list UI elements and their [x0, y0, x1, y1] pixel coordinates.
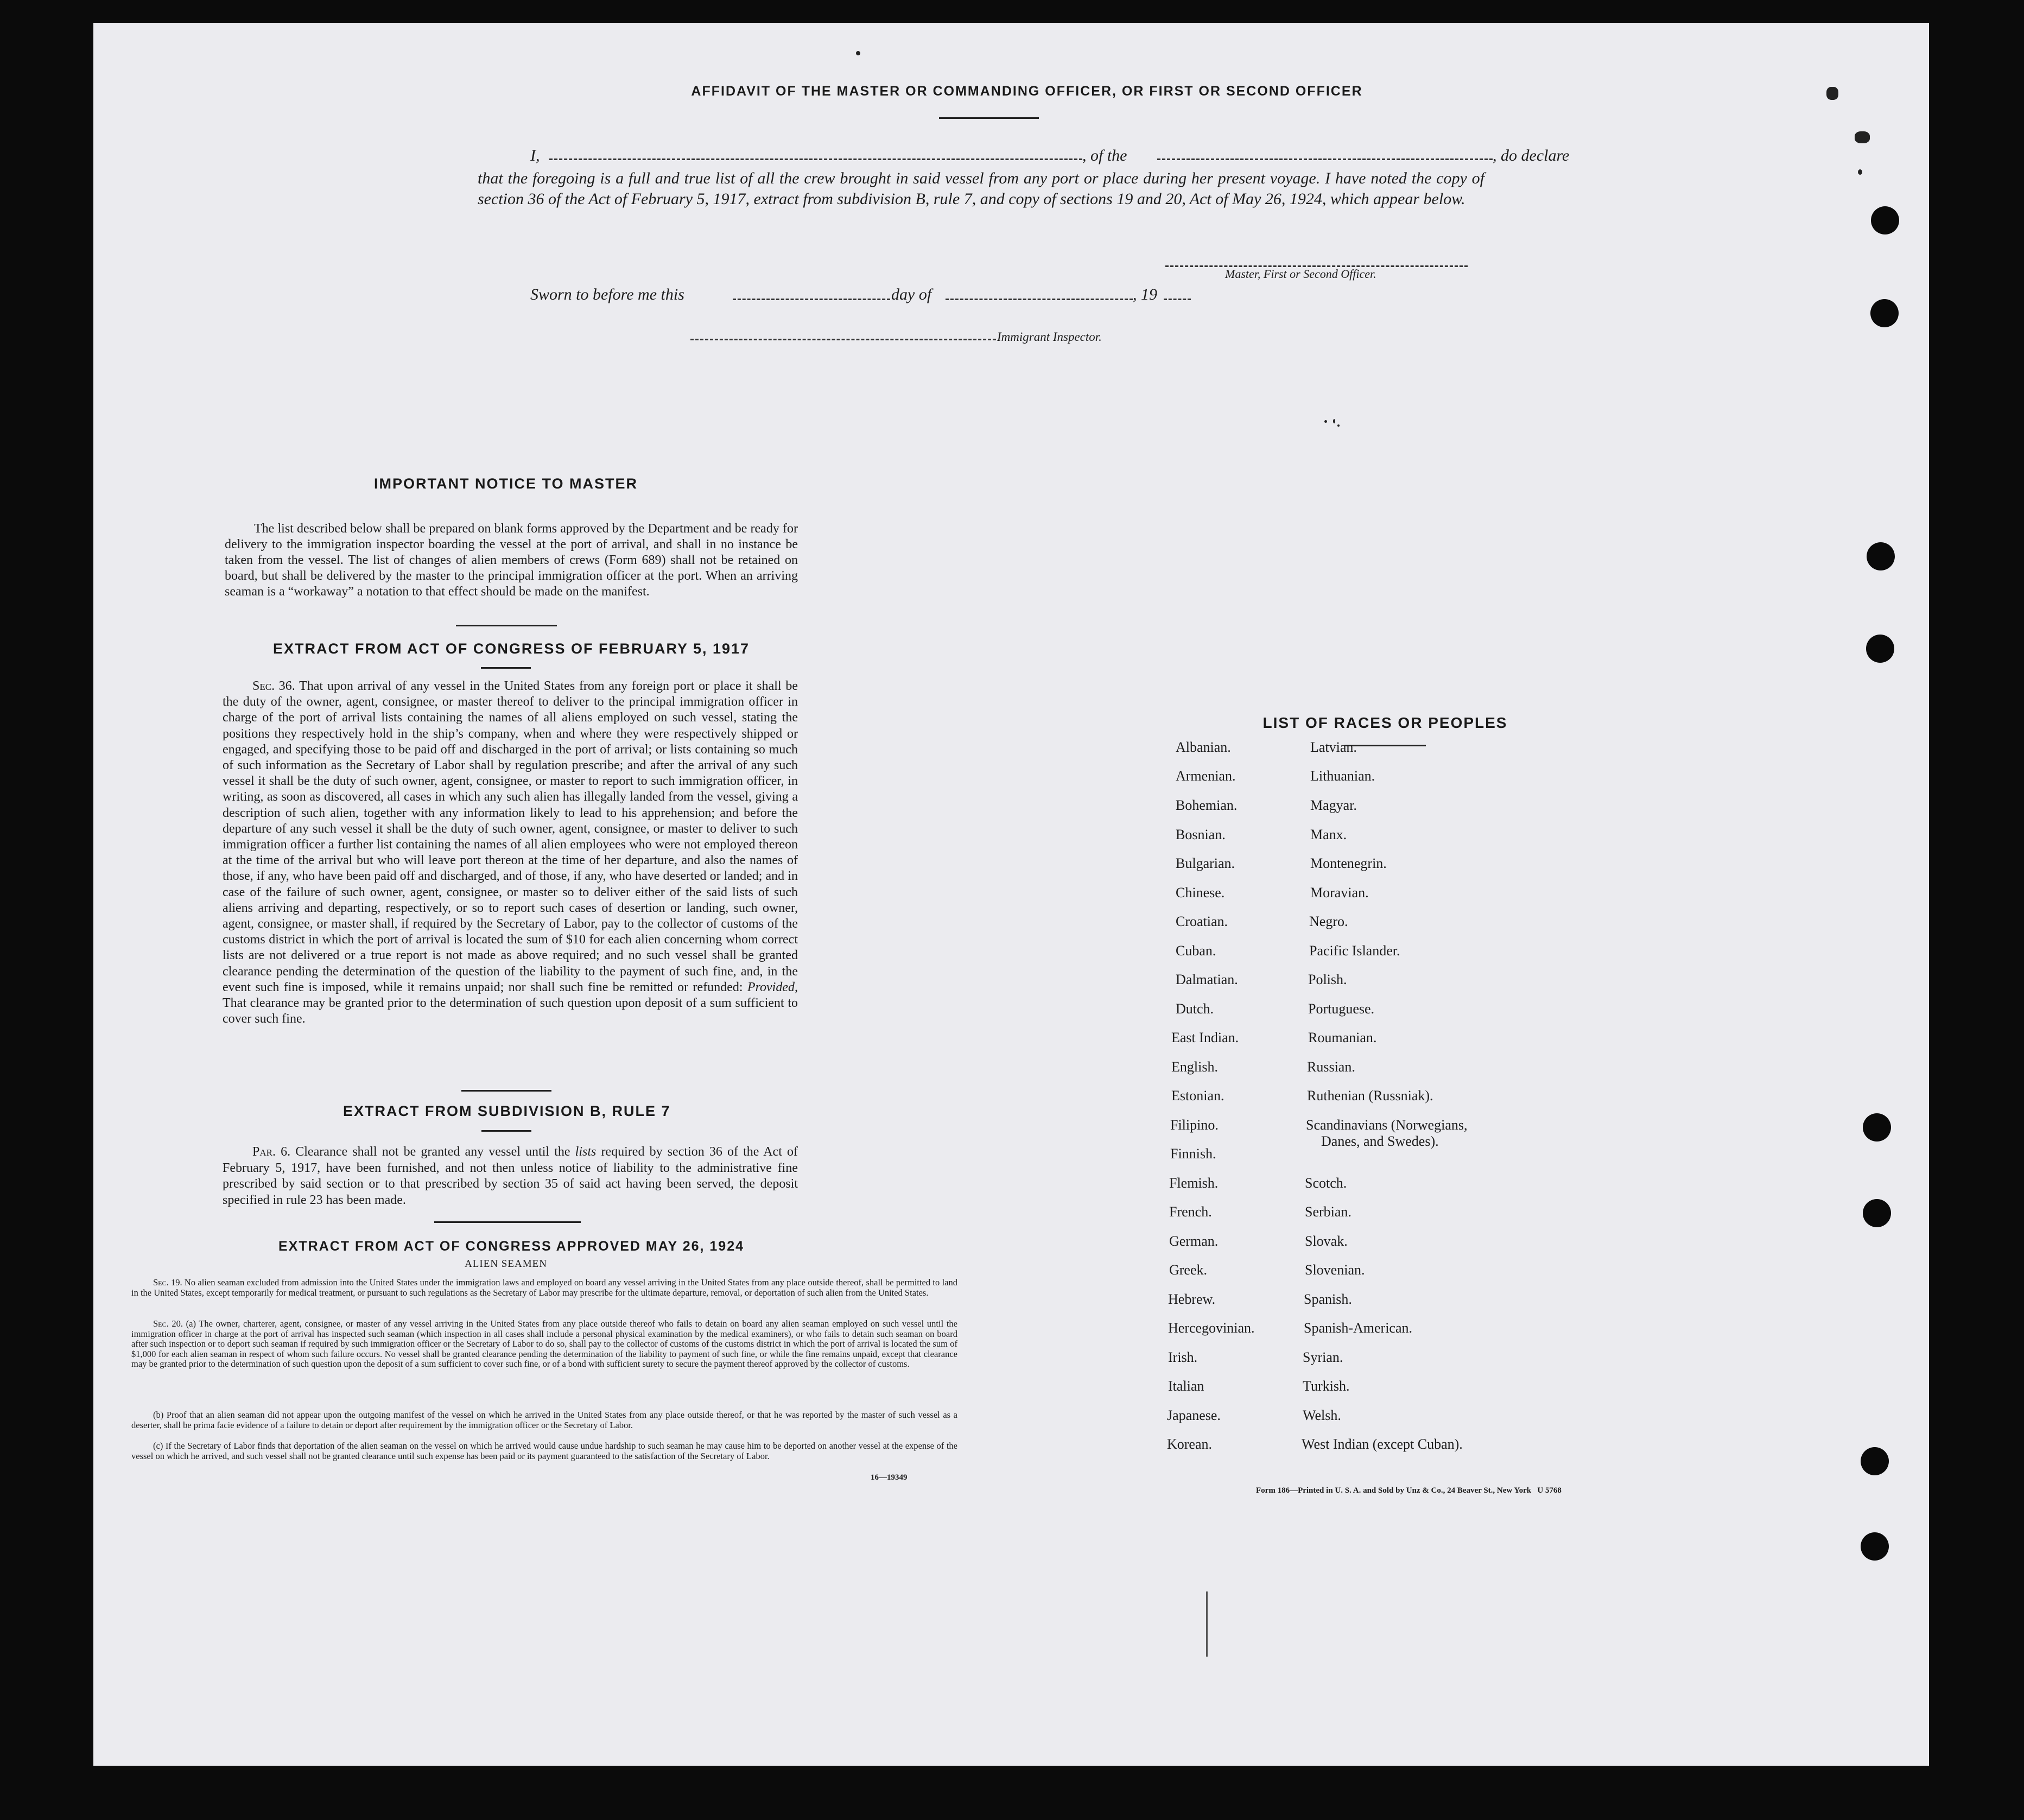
sec-36-label: Sec. 36.: [252, 679, 295, 693]
sec-20b-text: (b) Proof that an alien seaman did not appear upon the outgoing manifest of the vessel on which he arrived in the United States from any place outside thereof, or that he was reported by the master of such vessel as a deserter, shall be prima facie evidence of a failure to detain or deport after requirement by the immigration officer or the Secretary of Labor.: [131, 1410, 957, 1430]
race-item: Cuban.: [1176, 943, 1216, 959]
race-item: Roumanian.: [1308, 1030, 1377, 1045]
scan-speck: [1337, 424, 1340, 427]
race-item: Manx.: [1310, 827, 1347, 842]
scan-speck: [1324, 420, 1327, 423]
punch-hole: [1867, 542, 1895, 570]
extract-1924-title: EXTRACT FROM ACT OF CONGRESS APPROVED MAY 26, 1924: [278, 1239, 745, 1254]
race-item: Hercegovinian.: [1168, 1320, 1255, 1336]
sec-19-label: Sec. 19.: [153, 1277, 182, 1288]
rule-7-end-rule: [434, 1221, 581, 1223]
race-item: Estonian.: [1171, 1088, 1224, 1104]
race-item: Flemish.: [1169, 1175, 1219, 1191]
race-item: Italian: [1168, 1378, 1204, 1394]
affidavit-title-rule: [939, 117, 1039, 119]
par-6-label: Par. 6.: [252, 1145, 291, 1159]
name-blank: [549, 158, 1082, 160]
race-item: Dalmatian.: [1176, 972, 1238, 987]
scan-speck: [1333, 419, 1335, 423]
race-item: Slovenian.: [1305, 1262, 1365, 1278]
race-item: Filipino.: [1170, 1117, 1219, 1133]
race-item: English.: [1171, 1059, 1218, 1075]
notice-body: The list described below shall be prepared on blank forms approved by the Department and be ready for delivery to the immigration inspector boarding the vessel at the port of arrival, and shall in no instance be taken from the vessel. The list of changes of alien members of crews (Form 689) shall not be retained on board, but shall be delivered by the master to the principal immigration officer at the port. When an arriving seaman is a “workaway” a notation to that effect should be made on the manifest.: [225, 522, 798, 599]
footer-imprint: Form 186—Printed in U. S. A. and Sold by Unz & Co., 24 Beaver St., New York U 5768: [1256, 1486, 1562, 1495]
sec-20-label: Sec. 20.: [153, 1318, 183, 1329]
scan-speck: [1826, 87, 1838, 100]
notice-rule: [456, 625, 557, 626]
race-item: Turkish.: [1303, 1378, 1350, 1394]
par-6-body-1: Clearance shall not be granted any vessel until the: [295, 1145, 570, 1159]
race-item: Scotch.: [1305, 1175, 1347, 1191]
race-item: Pacific Islander.: [1309, 943, 1400, 959]
sworn-day-blank: [733, 299, 890, 300]
punch-hole: [1863, 1113, 1891, 1142]
scan-speck: [1855, 131, 1870, 143]
affidavit-do-declare: , do declare: [1493, 147, 1570, 164]
inspector-label: Immigrant Inspector.: [997, 330, 1102, 344]
sec-36-body: That upon arrival of any vessel in the United States from any foreign port or place it shall be the duty of the owner, agent, consignee, or master thereof to deliver to the principal immigration officer in charge of the port of arrival lists containing the names of all aliens employed on such vessel, stating the positions they respectively hold in the ship’s company, when and where they were respectively shipped or engaged, and specifying those to be paid off and discharged in the port of arrival; or lists containing so much of such information as the Secretary of Labor shall by regulation prescribe; and after the arrival of any such vessel it shall be the duty of such owner, agent, consignee, or master to report to such immigration officer, in writing, as soon as discovered, all cases in which any such alien has illegally landed from the vessel, giving a description of such alien, together with any information likely to lead to his apprehension; and before the departure of any such vessel it shall be the duty of such owner, agent, consignee, or master to deliver to such immigration officer a further list containing the names of all alien employees who were not employed thereon at the time of the arrival but who will leave port thereon at the time of her departure, and also the names of those, if any, who have been paid off and discharged, and of those, if any, who have deserted or landed; and in case of the failure of such owner, agent, consignee, or master so to deliver either of the said lists of such aliens arriving and departing, respectively, or so to report such cases of desertion or landing, such owner, agent, consignee, or master shall, if required by the Secretary of Labor, pay to the collector of customs of the customs district in which the port of arrival is located the sum of $10 for each alien concerning whom correct lists are not delivered or a true report is not made as above required; and no such vessel shall be granted clearance pending the determination of the question of the liability to the payment of such fine, and, in the event such fine is imposed, while it remains unpaid; nor shall such fine be remitted or refunded:: [223, 679, 798, 994]
race-item: Greek.: [1169, 1262, 1208, 1278]
year-label: , 19: [1133, 286, 1157, 303]
par-6-text: [223, 1144, 798, 1208]
punch-hole: [1861, 1447, 1889, 1475]
affidavit-body: that the foregoing is a full and true list of all the crew brought in said vessel from any port or place during her present voyage. I have noted the copy of section 36 of the Act of February 5, 1917, extract from subdivision B, rule 7, and copy of sections 19 and 20, Act of May 26, 1924, which appear below.: [478, 169, 1484, 208]
race-item: Welsh.: [1303, 1407, 1341, 1423]
race-item: Danes, and Swedes).: [1321, 1133, 1439, 1149]
sec-36-provided: Provided,: [747, 980, 798, 994]
race-item: Polish.: [1308, 972, 1347, 987]
race-item: Serbian.: [1305, 1204, 1352, 1220]
par-6-body-2: required by section 36 of the Act of February 5, 1917, have been furnished, and not then unless notice of liability to the administrative fine prescribed by said section or to that prescribed by section 35 of said act having been served, the deposit specified in rule 23 has been made.: [223, 1145, 798, 1207]
ink-mark: [1206, 1591, 1208, 1657]
rule-7-title: EXTRACT FROM SUBDIVISION B, RULE 7: [343, 1103, 671, 1119]
race-item: Albanian.: [1176, 739, 1231, 755]
race-item: German.: [1169, 1233, 1219, 1249]
race-item: Korean.: [1167, 1436, 1213, 1452]
punch-hole: [1861, 1532, 1889, 1561]
race-item: Armenian.: [1176, 768, 1236, 784]
race-item: Irish.: [1168, 1349, 1198, 1365]
par-6-lists: lists: [575, 1145, 597, 1159]
sec-36-text: [223, 678, 798, 1027]
race-item: Negro.: [1309, 914, 1348, 929]
punch-hole: [1870, 299, 1899, 327]
race-item: Bosnian.: [1176, 827, 1226, 842]
scan-speck: [856, 51, 860, 55]
sworn-month-blank: [946, 299, 1133, 300]
race-item: West Indian (except Cuban).: [1302, 1436, 1463, 1452]
race-item: Scandinavians (Norwegians,: [1306, 1117, 1468, 1133]
day-of-label: day of: [891, 286, 932, 303]
affidavit-of-the: , of the: [1082, 147, 1127, 164]
race-item: Moravian.: [1310, 885, 1369, 901]
race-item: Finnish.: [1170, 1146, 1216, 1162]
sworn-year-blank: [1164, 299, 1191, 300]
sec-20a-text: [131, 1319, 957, 1369]
sec-19-text: [131, 1278, 957, 1298]
race-item: Montenegrin.: [1310, 855, 1387, 871]
sec-20a-body: (a) The owner, charterer, agent, consignee, or master of any vessel arriving in the United States from any place outside thereof who fails to detain on board any alien seaman employed on such vessel until the immigration officer in charge at the port of arrival has inspected such seaman (which inspection in all cases shall include a personal physical examination by the medical examiners), or who fails to detain such seaman on board after such inspection or to deport such seaman if required by such immigration officer or the Secretary of Labor to do so, shall pay to the collector of customs of the customs district in which the port of arrival is located the sum of $1,000 for each alien seaman in respect of whom such failure occurs. No vessel shall be granted clearance pending the determination of the liability to payment of such fine, or while the fine remains unpaid, except that clearance may be granted prior to the determination of such question upon the deposit of a sum sufficient to cover such fine, or of a bond with sufficient surety to secure the payment thereof approved by the collector of customs.: [131, 1318, 958, 1369]
affidavit-i: I,: [530, 147, 540, 164]
rule-7-rule: [481, 1130, 531, 1132]
race-item: East Indian.: [1171, 1030, 1239, 1045]
race-item: Spanish-American.: [1304, 1320, 1413, 1336]
punch-hole: [1863, 1199, 1891, 1227]
master-signature-label: Master, First or Second Officer.: [1225, 267, 1376, 281]
sec-36-tail: That clearance may be granted prior to the determination of such question upon deposit of a sum sufficient to cover such fine.: [223, 996, 798, 1026]
races-title: LIST OF RACES OR PEOPLES: [1262, 714, 1508, 731]
extract-1917-end-rule: [461, 1090, 551, 1092]
vessel-blank: [1157, 158, 1493, 160]
sec-19-body: No alien seaman excluded from admission into the United States under the immigration laws and employed on board any vessel arriving in the United States from any place outside thereof, shall be permitted to land in the United States, except temporarily for medical treatment, or pursuant to such regulations as the Secretary of Labor may prescribe for the ultimate departure, removal, or deportation of such alien from the United States.: [131, 1277, 957, 1298]
race-item: Croatian.: [1176, 914, 1228, 929]
race-item: Ruthenian (Russniak).: [1307, 1088, 1433, 1104]
race-item: Syrian.: [1303, 1349, 1343, 1365]
race-item: Latvian.: [1310, 739, 1357, 755]
scan-speck: [1858, 169, 1862, 175]
race-item: Russian.: [1307, 1059, 1355, 1075]
extract-1917-title: EXTRACT FROM ACT OF CONGRESS OF FEBRUARY 5, 1917: [272, 641, 750, 657]
punch-hole: [1871, 206, 1899, 234]
print-code: 16—19349: [871, 1473, 908, 1482]
race-item: Hebrew.: [1168, 1291, 1216, 1307]
race-item: Lithuanian.: [1310, 768, 1375, 784]
race-item: Spanish.: [1304, 1291, 1352, 1307]
extract-1924-subtitle: ALIEN SEAMEN: [465, 1258, 547, 1270]
race-item: Chinese.: [1176, 885, 1225, 901]
extract-1917-rule: [481, 667, 531, 669]
punch-hole: [1866, 635, 1894, 663]
race-item: Japanese.: [1167, 1407, 1221, 1423]
form-page: [93, 23, 1929, 1766]
race-item: Magyar.: [1310, 797, 1357, 813]
race-item: Slovak.: [1305, 1233, 1348, 1249]
sec-20c-text: (c) If the Secretary of Labor finds that deportation of the alien seaman on the vessel on which he arrived would cause undue hardship to such seaman he may cause him to be deported on another vessel at the expense of the vessel on which he arrived, and such vessel shall not be granted clearance until such expense has been paid or its payment guaranteed to the satisfaction of the Secretary of Labor.: [131, 1441, 957, 1461]
race-item: Portuguese.: [1308, 1001, 1375, 1017]
notice-title: IMPORTANT NOTICE TO MASTER: [374, 475, 638, 492]
race-item: Bohemian.: [1176, 797, 1238, 813]
affidavit-title: AFFIDAVIT OF THE MASTER OR COMMANDING OFFICER, OR FIRST OR SECOND OFFICER: [691, 84, 1363, 99]
race-item: Bulgarian.: [1176, 855, 1235, 871]
sworn-label: Sworn to before me this: [530, 286, 684, 303]
race-item: Dutch.: [1176, 1001, 1214, 1017]
race-item: French.: [1169, 1204, 1212, 1220]
inspector-signature-line: [690, 339, 996, 340]
